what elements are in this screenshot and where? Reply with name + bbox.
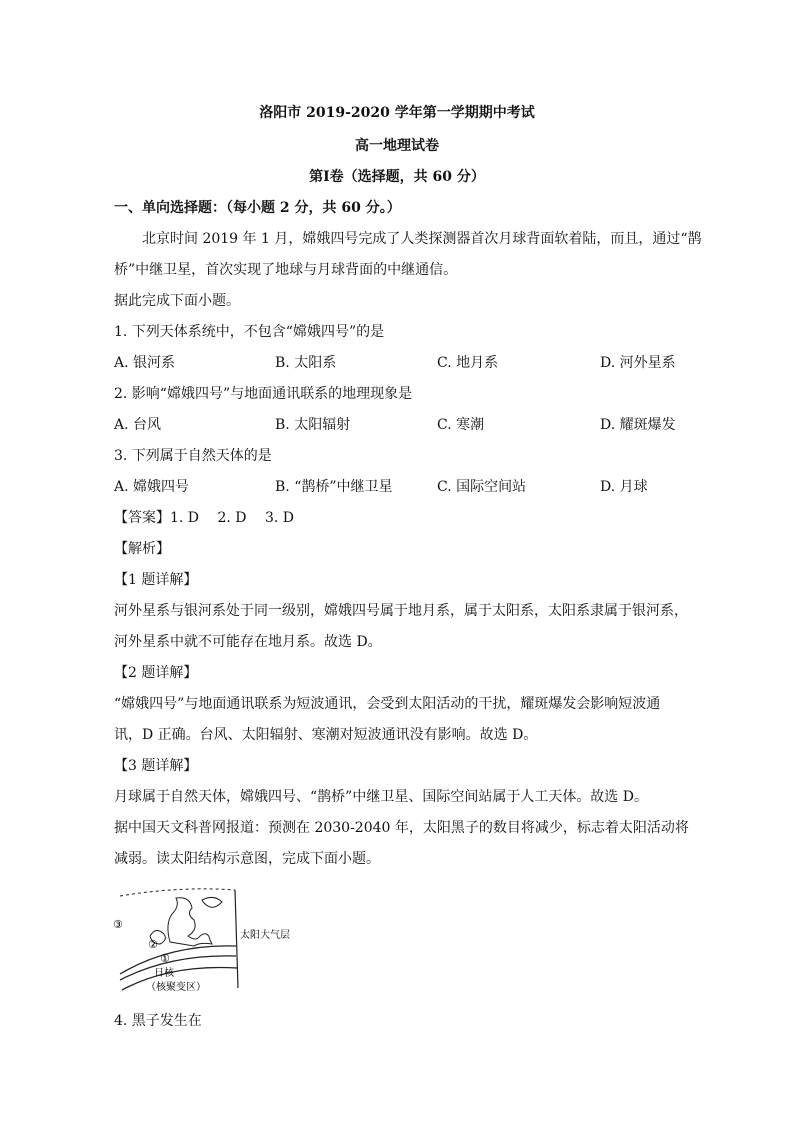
passage1-line3: 据此完成下面小题。 [114, 293, 240, 309]
diagram-outer-boundary [120, 889, 235, 896]
passage1-line2: 桥”中继卫星，首次实现了地球与月球背面的中继通信。 [114, 262, 458, 278]
sun-structure-diagram [110, 884, 320, 994]
prominence-shape [168, 898, 212, 946]
label-sun-atmosphere: 太阳大气层 [240, 930, 290, 941]
detail2-label: 【2 题详解】 [114, 665, 198, 681]
q3-option-d: D. 月球 [600, 479, 648, 495]
diagram-marker-1: ① [160, 952, 170, 965]
part1-heading: 一、单向选择题：（每小题 2 分，共 60 分。） [114, 200, 401, 216]
passage2-line2: 减弱。读太阳结构示意图，完成下面小题。 [114, 851, 380, 867]
detail1-line2: 河外星系中就不可能存在地月系。故选 D。 [114, 634, 382, 650]
q3-stem: 3. 下列属于自然天体的是 [114, 448, 272, 464]
label-sun-core: 日核 [154, 968, 174, 979]
passage1-line1: 北京时间 2019 年 1 月，嫦娥四号完成了人类探测器首次月球背面软着陆，而且，通过“鹊 [142, 231, 702, 247]
detail3-label: 【3 题详解】 [114, 758, 198, 774]
flare-shape [202, 897, 222, 907]
q3-option-b: B. “鹊桥”中继卫星 [275, 479, 393, 495]
analysis-label: 【解析】 [114, 541, 170, 557]
q1-option-d: D. 河外星系 [600, 355, 676, 371]
q4-stem: 4. 黑子发生在 [114, 1013, 202, 1029]
detail1-label: 【1 题详解】 [114, 572, 198, 588]
detail1-line1: 河外星系与银河系处于同一级别，嫦娥四号属于地月系，属于太阳系，太阳系隶属于银河系， [114, 603, 688, 619]
detail2-line2: 讯，D 正确。台风、太阳辐射、寒潮对短波通讯没有影响。故选 D。 [114, 727, 538, 743]
q1-option-c: C. 地月系 [437, 355, 499, 371]
passage2-line1: 据中国天文科普网报道：预测在 2030-2040 年，太阳黑子的数目将减少，标志着太阳活动将 [114, 820, 689, 836]
detail3-line1: 月球属于自然天体，嫦娥四号、“鹊桥”中继卫星、国际空间站属于人工天体。故选 D。 [114, 789, 648, 805]
exam-subtitle: 高一地理试卷 [355, 138, 439, 154]
diagram-right-edge [235, 890, 238, 988]
section-heading: 第Ⅰ卷（选择题，共 60 分） [309, 169, 485, 185]
q2-option-a: A. 台风 [114, 417, 162, 433]
label-sun-core-sub: （核聚变区） [146, 982, 206, 993]
q2-option-c: C. 寒潮 [437, 417, 485, 433]
diagram-marker-2: ② [148, 938, 158, 951]
detail2-line1: “嫦娥四号”与地面通讯联系为短波通讯，会受到太阳活动的干扰，耀斑爆发会影响短波通 [114, 696, 661, 712]
q2-option-b: B. 太阳辐射 [275, 417, 351, 433]
q3-option-c: C. 国际空间站 [437, 479, 527, 495]
q1-option-a: A. 银河系 [114, 355, 176, 371]
q2-option-d: D. 耀斑爆发 [600, 417, 676, 433]
answer-line: 【答案】1. D 2. D 3. D [114, 510, 294, 526]
q1-option-b: B. 太阳系 [275, 355, 337, 371]
q3-option-a: A. 嫦娥四号 [114, 479, 190, 495]
q2-stem: 2. 影响“嫦娥四号”与地面通讯联系的地理现象是 [114, 386, 413, 402]
exam-title: 洛阳市 2019-2020 学年第一学期期中考试 [259, 105, 535, 121]
q1-stem: 1. 下列天体系统中，不包含“嫦娥四号”的是 [114, 324, 385, 340]
diagram-marker-3: ③ [113, 918, 123, 931]
